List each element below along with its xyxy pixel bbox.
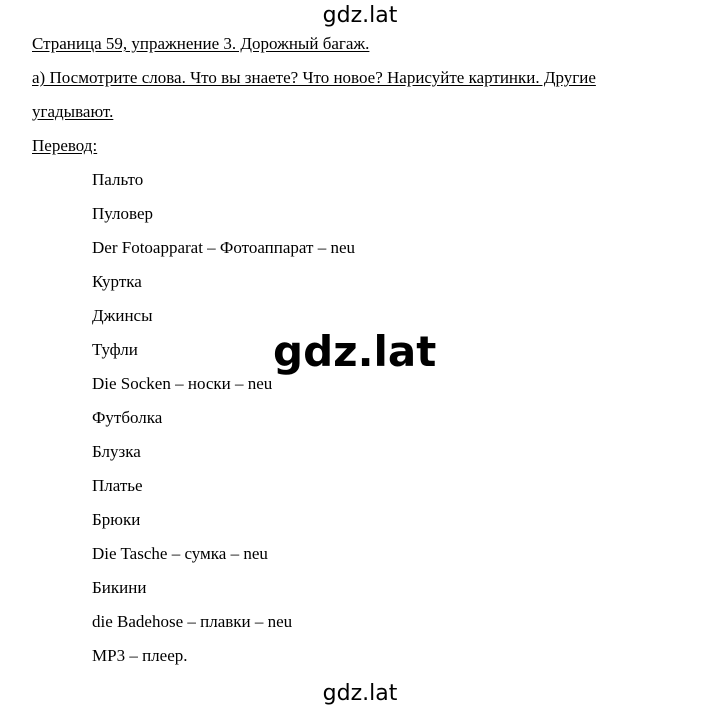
vocab-item: Пуловер <box>92 204 153 223</box>
watermark-bottom: gdz.lat <box>322 681 398 706</box>
vocab-item: Die Socken – носки – neu <box>92 374 273 393</box>
task-line-2: угадывают. <box>32 102 114 121</box>
vocab-item: Блузка <box>92 442 141 461</box>
vocab-item: MP3 – плеер. <box>92 646 188 665</box>
vocab-item: die Badehose – плавки – neu <box>92 612 293 631</box>
exercise-heading: Страница 59, упражнение 3. Дорожный багаж. <box>32 34 370 53</box>
vocab-item: Джинсы <box>92 306 153 325</box>
vocab-item: Die Tasche – сумка – neu <box>92 544 268 563</box>
vocab-item: Туфли <box>92 340 138 359</box>
watermark-top: gdz.lat <box>322 3 398 28</box>
watermark-center: gdz.lat <box>273 327 437 376</box>
vocab-item: Платье <box>92 476 143 495</box>
vocab-item: Пальто <box>92 170 144 189</box>
vocab-item: Бикини <box>92 578 147 597</box>
vocab-item: Футболка <box>92 408 163 427</box>
vocab-item: Der Fotoapparat – Фотоаппарат – neu <box>92 238 355 257</box>
vocab-item: Куртка <box>92 272 142 291</box>
vocab-item: Брюки <box>92 510 141 529</box>
task-line-1: а) Посмотрите слова. Что вы знаете? Что новое? Нарисуйте картинки. Другие <box>32 68 596 87</box>
translation-label: Перевод: <box>32 136 98 155</box>
